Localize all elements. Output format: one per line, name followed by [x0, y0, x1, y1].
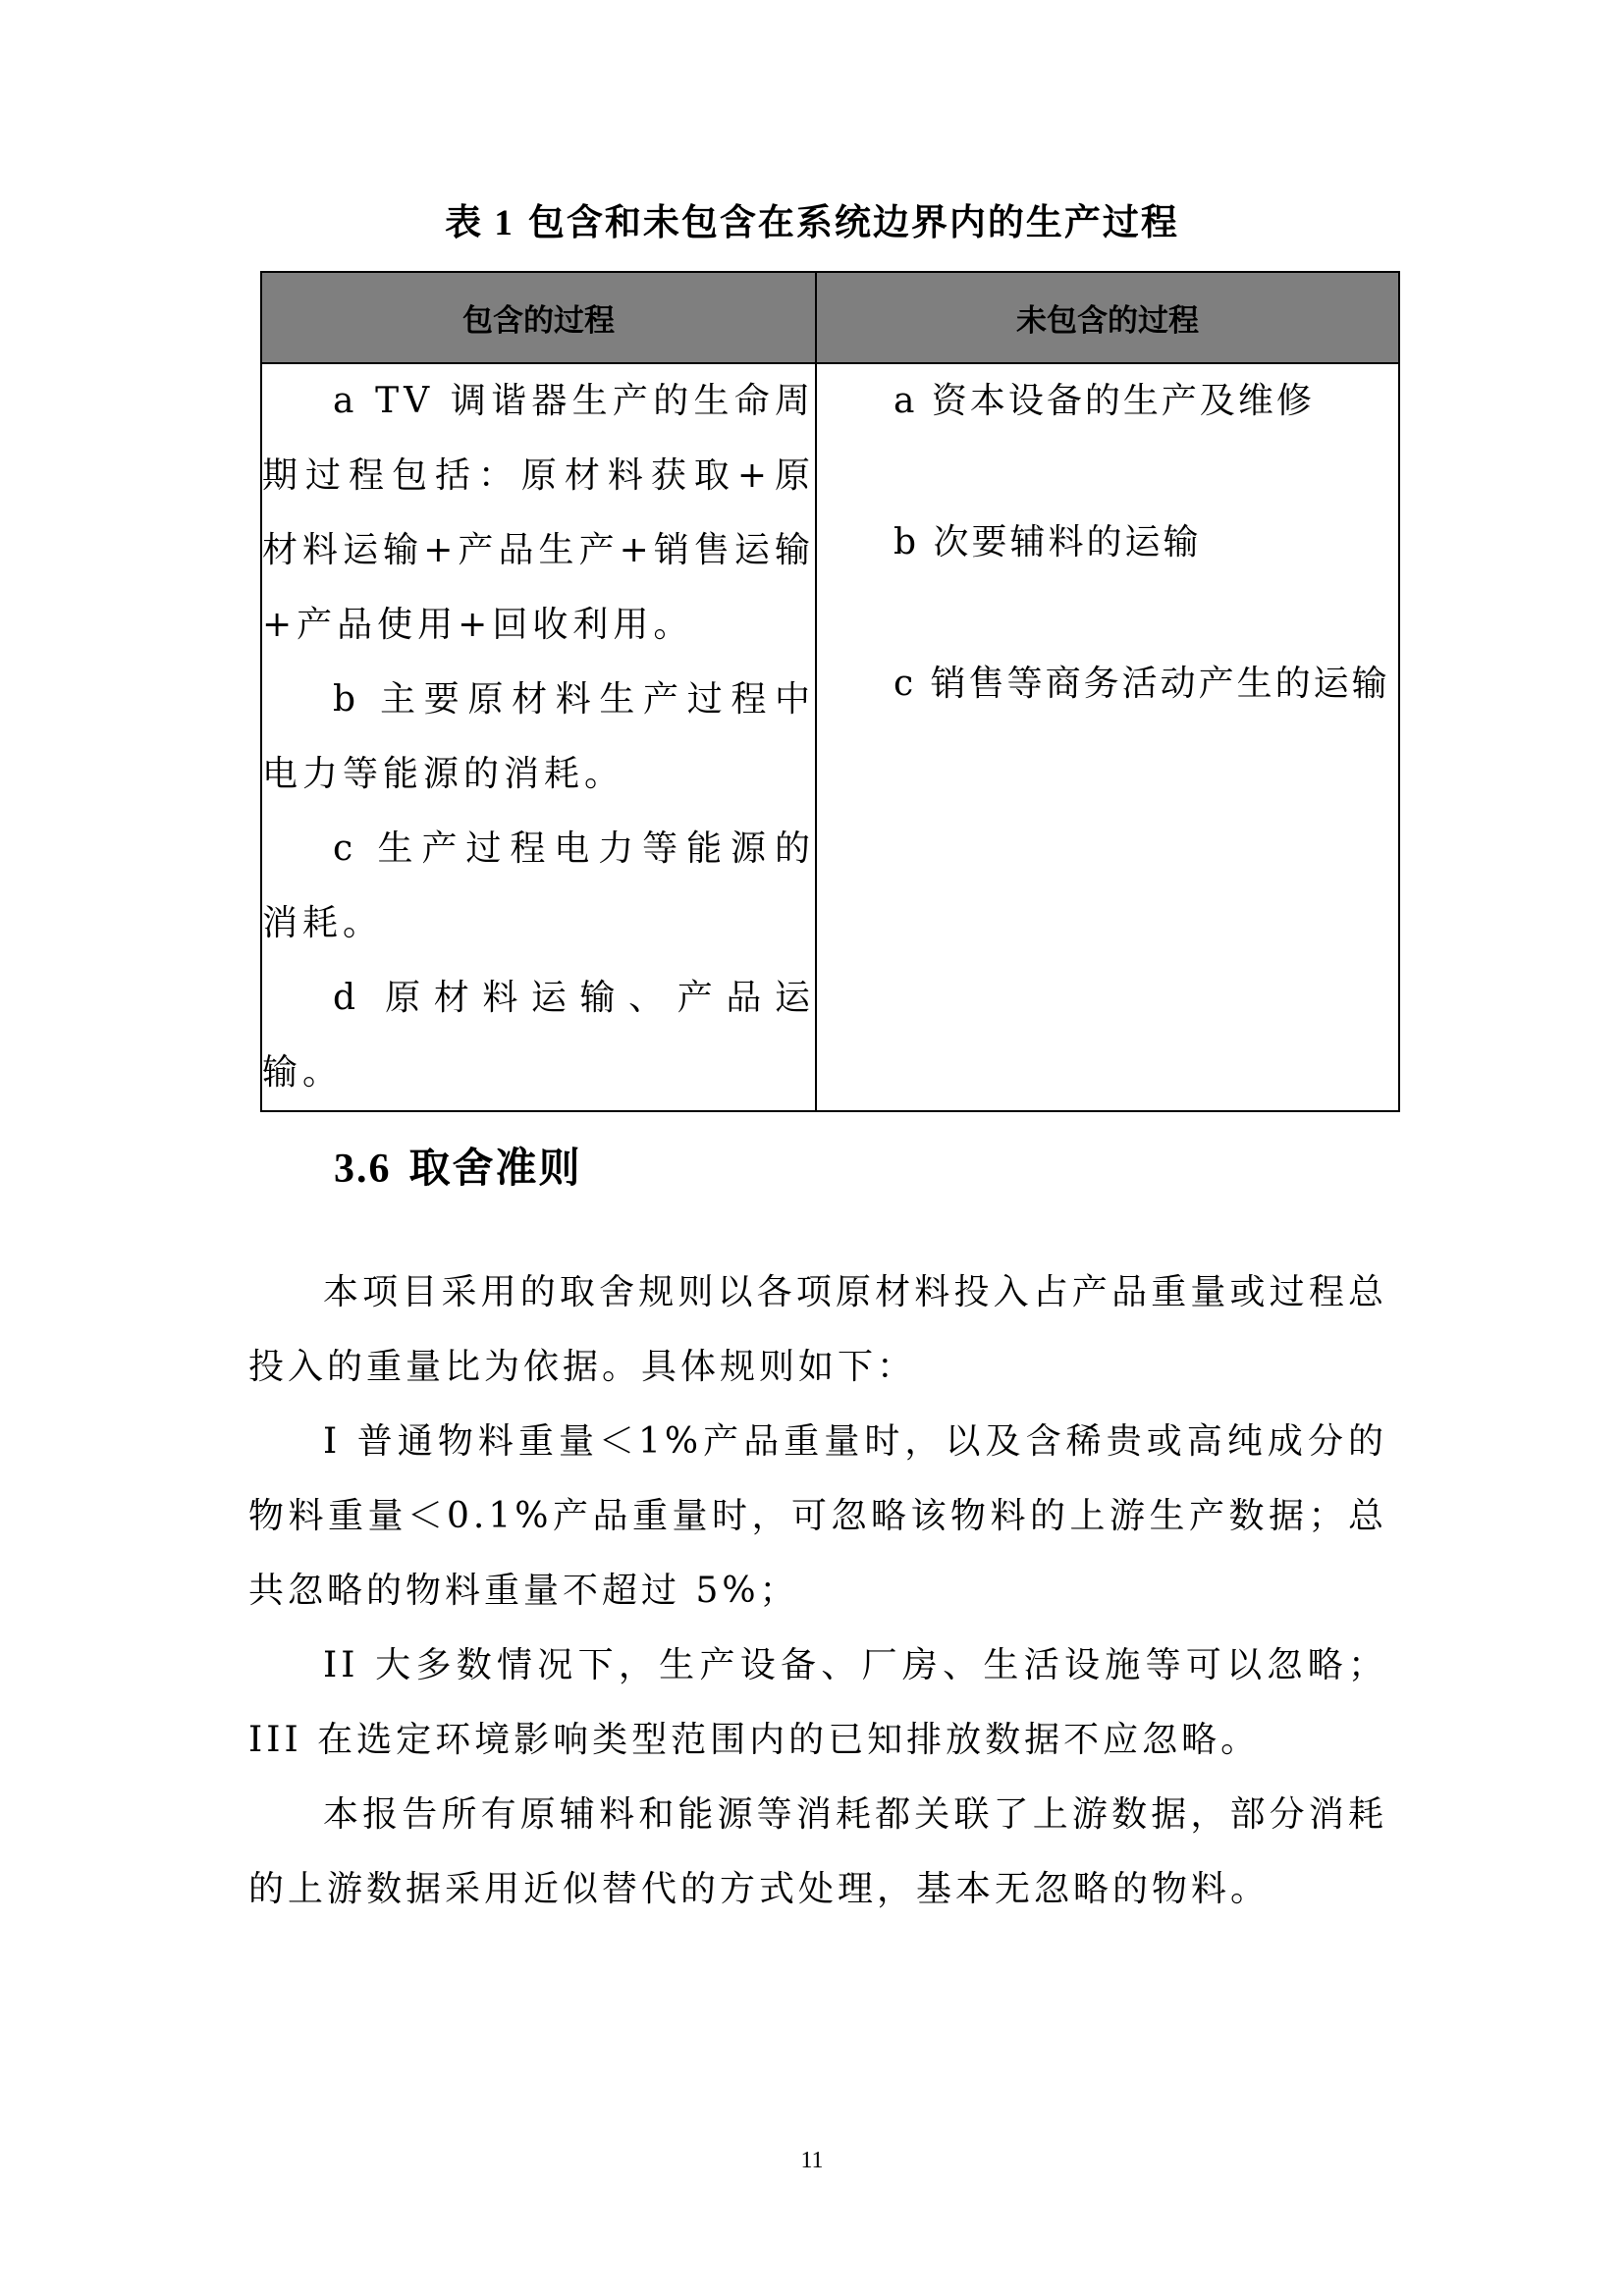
header-included: 包含的过程 — [261, 272, 816, 363]
excluded-item: c 销售等商务活动产生的运输 — [893, 664, 1390, 704]
excluded-item: a 资本设备的生产及维修 — [893, 381, 1315, 421]
table-caption-number: 表 1 — [445, 203, 514, 243]
excluded-cell — [816, 363, 1399, 1111]
included-list — [262, 364, 815, 1110]
included-item: a TV 调谐器生产的生命周期过程包括：原材料获取+原材料运输+产品生产+销售运输+产品使用+回收利用。 — [262, 381, 815, 645]
process-boundary-table — [260, 271, 1400, 1112]
section-heading — [334, 1136, 582, 1195]
table-caption-text: 包含和未包含在系统边界内的生产过程 — [527, 200, 1179, 243]
paragraph: 本报告所有原辅料和能源等消耗都关联了上游数据，部分消耗的上游数据采用近似替代的方式处理，基本无忽略的物料。 — [248, 1794, 1387, 1909]
paragraph: I 普通物料重量＜1%产品重量时，以及含稀贵或高纯成分的物料重量＜0.1%产品重量时，可忽略该物料的上游生产数据；总共忽略的物料重量不超过 5%； — [248, 1421, 1387, 1611]
table-caption — [0, 192, 1624, 245]
excluded-item: b 次要辅料的运输 — [893, 522, 1202, 562]
paragraph: 本项目采用的取舍规则以各项原材料投入占产品重量或过程总投入的重量比为依据。具体规则如下： — [248, 1272, 1387, 1387]
page-number: 11 — [800, 2148, 824, 2173]
excluded-list — [817, 364, 1398, 721]
section-title: 取舍准则 — [408, 1144, 582, 1192]
table-row — [261, 363, 1399, 1111]
paragraph: II 大多数情况下，生产设备、厂房、生活设施等可以忽略；III 在选定环境影响类型范围内的已知排放数据不应忽略。 — [248, 1645, 1387, 1760]
included-item: c 生产过程电力等能源的消耗。 — [262, 828, 815, 943]
section-number: 3.6 — [334, 1147, 392, 1192]
included-item: b 主要原材料生产过程中电力等能源的消耗。 — [262, 679, 815, 794]
table-header-row — [261, 272, 1399, 363]
header-excluded: 未包含的过程 — [816, 272, 1399, 363]
included-cell — [261, 363, 816, 1111]
section-body — [248, 1255, 1387, 1927]
included-item: d 原材料运输、产品运输。 — [262, 978, 815, 1093]
